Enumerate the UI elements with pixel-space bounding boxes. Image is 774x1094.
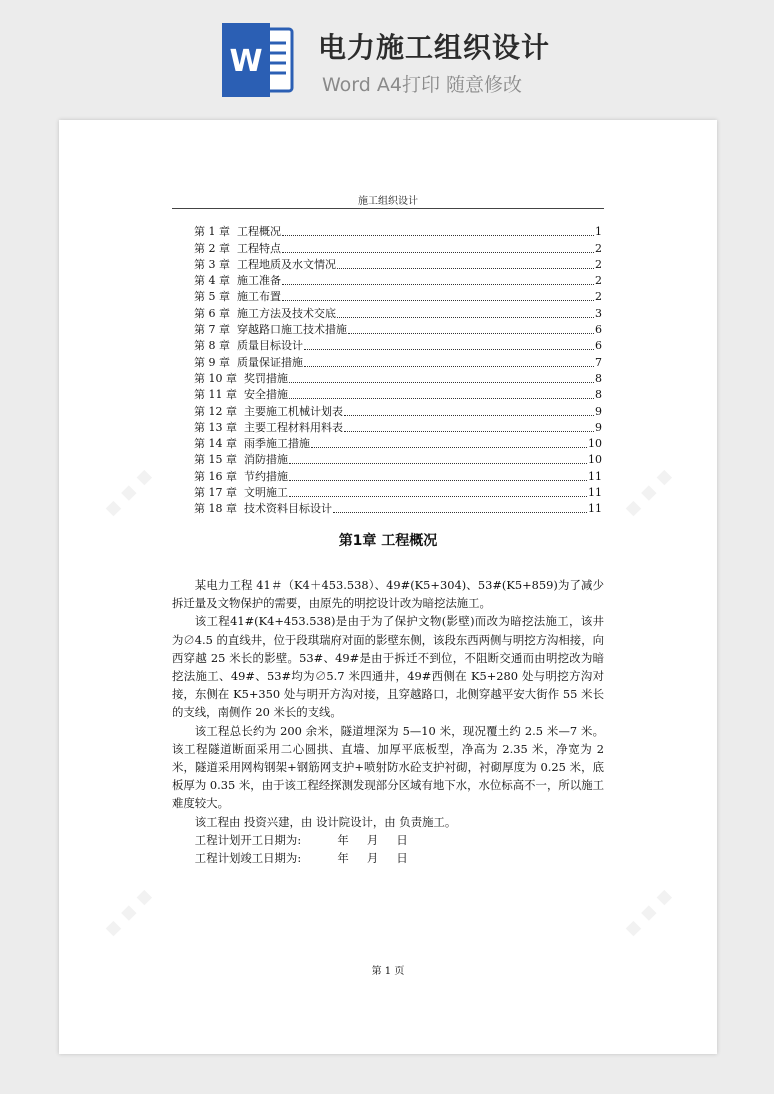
toc-chapter-number: 第 14 章 — [194, 437, 237, 451]
document-page — [59, 120, 717, 1054]
toc-page-number: 6 — [595, 339, 602, 353]
toc-leader-dots — [282, 252, 594, 253]
banner-subtitle: Word A4打印 随意修改 — [322, 74, 523, 96]
toc-chapter-number: 第 8 章 — [194, 339, 230, 353]
header-divider — [172, 208, 604, 209]
toc-leader-dots — [337, 268, 594, 269]
toc-entry[interactable] — [194, 387, 602, 403]
word-icon — [222, 23, 294, 97]
toc-chapter-number: 第 7 章 — [194, 323, 230, 337]
toc-chapter-number: 第 13 章 — [194, 420, 237, 434]
toc-entry[interactable] — [194, 452, 602, 468]
watermark: ▪ ▪ ▪ — [98, 882, 158, 943]
body-text — [172, 576, 604, 867]
watermark: ▪ ▪ ▪ — [618, 462, 678, 523]
watermark: ▪ ▪ ▪ — [618, 882, 678, 943]
toc-page-number: 11 — [588, 502, 602, 516]
toc-entry[interactable] — [194, 305, 602, 321]
toc-chapter-number: 第 3 章 — [194, 257, 230, 271]
banner-title: 电力施工组织设计 — [318, 31, 551, 64]
toc-title: 工程地质及水文情况 — [237, 257, 336, 271]
toc-chapter-number: 第 4 章 — [194, 274, 230, 288]
page-footer: 第 1 页 — [371, 966, 405, 977]
toc-entry[interactable] — [194, 257, 602, 273]
toc-page-number: 6 — [595, 323, 602, 337]
toc-leader-dots — [304, 366, 594, 367]
banner — [0, 0, 774, 110]
toc-title: 技术资料目标设计 — [244, 502, 332, 516]
toc-page-number: 2 — [595, 257, 602, 271]
toc-title: 工程特点 — [237, 241, 281, 255]
toc-entry[interactable] — [194, 371, 602, 387]
toc-chapter-number: 第 15 章 — [194, 453, 237, 467]
toc-leader-dots — [289, 463, 587, 464]
toc-leader-dots — [304, 349, 594, 350]
toc-title: 质量目标设计 — [237, 339, 303, 353]
toc-title: 奖罚措施 — [244, 371, 288, 385]
toc-leader-dots — [289, 382, 594, 383]
toc-title: 施工方法及技术交底 — [237, 306, 336, 320]
toc-chapter-number: 第 9 章 — [194, 355, 230, 369]
toc-chapter-number: 第 5 章 — [194, 290, 230, 304]
toc-title: 施工布置 — [237, 290, 281, 304]
toc-page-number: 7 — [595, 355, 602, 369]
toc-entry[interactable] — [194, 289, 602, 305]
toc-entry[interactable] — [194, 468, 602, 484]
toc-page-number: 8 — [595, 388, 602, 402]
toc-title: 质量保证措施 — [237, 355, 303, 369]
toc-leader-dots — [289, 480, 587, 481]
toc-entry[interactable] — [194, 436, 602, 452]
toc-chapter-number: 第 16 章 — [194, 469, 237, 483]
paragraph: 该工程由 投资兴建，由 设计院设计，由 负责施工。 — [194, 814, 457, 829]
svg-text:W: W — [229, 44, 263, 79]
toc-entry[interactable] — [194, 240, 602, 256]
toc-leader-dots — [289, 496, 587, 497]
toc-page-number: 2 — [595, 274, 602, 288]
table-of-contents — [194, 224, 602, 517]
paragraph: 某电力工程 41＃（K4＋453.538）、49#(K5+304)、53#(K5+859)为了减少拆迁量及文物保护的需要，由原先的明挖设计改为暗挖法施工。 — [172, 578, 604, 611]
toc-entry[interactable] — [194, 485, 602, 501]
toc-page-number: 9 — [595, 404, 602, 418]
toc-leader-dots — [348, 333, 594, 334]
toc-leader-dots — [311, 447, 587, 448]
toc-page-number: 3 — [595, 306, 602, 320]
page-header: 施工组织设计 — [358, 196, 418, 207]
plan-start-date: 工程计划开工日期为: 年 月 日 — [194, 832, 408, 847]
toc-chapter-number: 第 10 章 — [194, 371, 237, 385]
toc-leader-dots — [282, 284, 594, 285]
toc-page-number: 2 — [595, 241, 602, 255]
toc-chapter-number: 第 2 章 — [194, 241, 230, 255]
toc-entry[interactable] — [194, 501, 602, 517]
toc-title: 穿越路口施工技术措施 — [237, 323, 347, 337]
toc-title: 文明施工 — [244, 486, 288, 500]
plan-end-date: 工程计划竣工日期为: 年 月 日 — [194, 851, 408, 866]
toc-chapter-number: 第 11 章 — [194, 388, 237, 402]
toc-title: 工程概况 — [237, 225, 281, 239]
chapter-heading: 第1章 工程概况 — [338, 533, 438, 549]
toc-page-number: 1 — [595, 225, 602, 239]
toc-leader-dots — [282, 235, 594, 236]
toc-entry[interactable] — [194, 224, 602, 240]
toc-page-number: 9 — [595, 420, 602, 434]
toc-leader-dots — [333, 512, 587, 513]
toc-entry[interactable] — [194, 273, 602, 289]
toc-title: 雨季施工措施 — [244, 437, 310, 451]
toc-entry[interactable] — [194, 420, 602, 436]
toc-page-number: 10 — [588, 453, 602, 467]
paragraph: 该工程总长约为 200 余米，隧道埋深为 5—10 米，现况覆土约 2.5 米—7 米。该工程隧道断面采用二心圆拱、直墙、加厚平底板型，净高为 2.35 米，净宽为 2 米，隧道采用网构钢架+钢筋网支护+喷射防水砼支护衬砌，衬砌厚度为 0.25 米，底板厚为 0.35 米，由于该工程经探测发现部分区域有地下水，水位标高不一，所以施工难度较大。 — [172, 723, 604, 811]
toc-title: 节约措施 — [244, 469, 288, 483]
toc-page-number: 11 — [588, 486, 602, 500]
toc-page-number: 11 — [588, 469, 602, 483]
toc-entry[interactable] — [194, 354, 602, 370]
toc-title: 安全措施 — [244, 388, 288, 402]
toc-entry[interactable] — [194, 338, 602, 354]
toc-chapter-number: 第 17 章 — [194, 486, 237, 500]
toc-page-number: 8 — [595, 371, 602, 385]
toc-leader-dots — [344, 415, 594, 416]
toc-leader-dots — [337, 317, 594, 318]
toc-leader-dots — [289, 398, 594, 399]
watermark: ▪ ▪ ▪ — [98, 462, 158, 523]
toc-page-number: 10 — [588, 437, 602, 451]
toc-entry[interactable] — [194, 403, 602, 419]
toc-entry[interactable] — [194, 322, 602, 338]
toc-chapter-number: 第 1 章 — [194, 225, 230, 239]
toc-chapter-number: 第 6 章 — [194, 306, 230, 320]
toc-leader-dots — [282, 300, 594, 301]
paragraph: 该工程41#(K4+453.538)是由于为了保护文物(影壁)而改为暗挖法施工，该井为∅4.5 的直线井，位于段琪瑞府对面的影壁东侧，该段东西两侧与明挖方沟相接，向西穿越 25 米长的影壁。53#、49#是由于拆迁不到位，不阻断交通而由明挖改为暗挖法施工、49#、53#均为∅5.7 米四通井，49#西侧在 K5+280 处与明挖方沟对接，东侧在 K5+350 处与明开方沟对接，且穿越路口，北侧穿越平安大街作 55 米长的支线，南侧作 20 米长的支线。 — [172, 614, 604, 720]
toc-title: 消防措施 — [244, 453, 288, 467]
toc-title: 主要工程材料用料表 — [244, 420, 343, 434]
toc-chapter-number: 第 18 章 — [194, 502, 237, 516]
toc-leader-dots — [344, 431, 594, 432]
toc-chapter-number: 第 12 章 — [194, 404, 237, 418]
toc-page-number: 2 — [595, 290, 602, 304]
toc-title: 主要施工机械计划表 — [244, 404, 343, 418]
toc-title: 施工准备 — [237, 274, 281, 288]
